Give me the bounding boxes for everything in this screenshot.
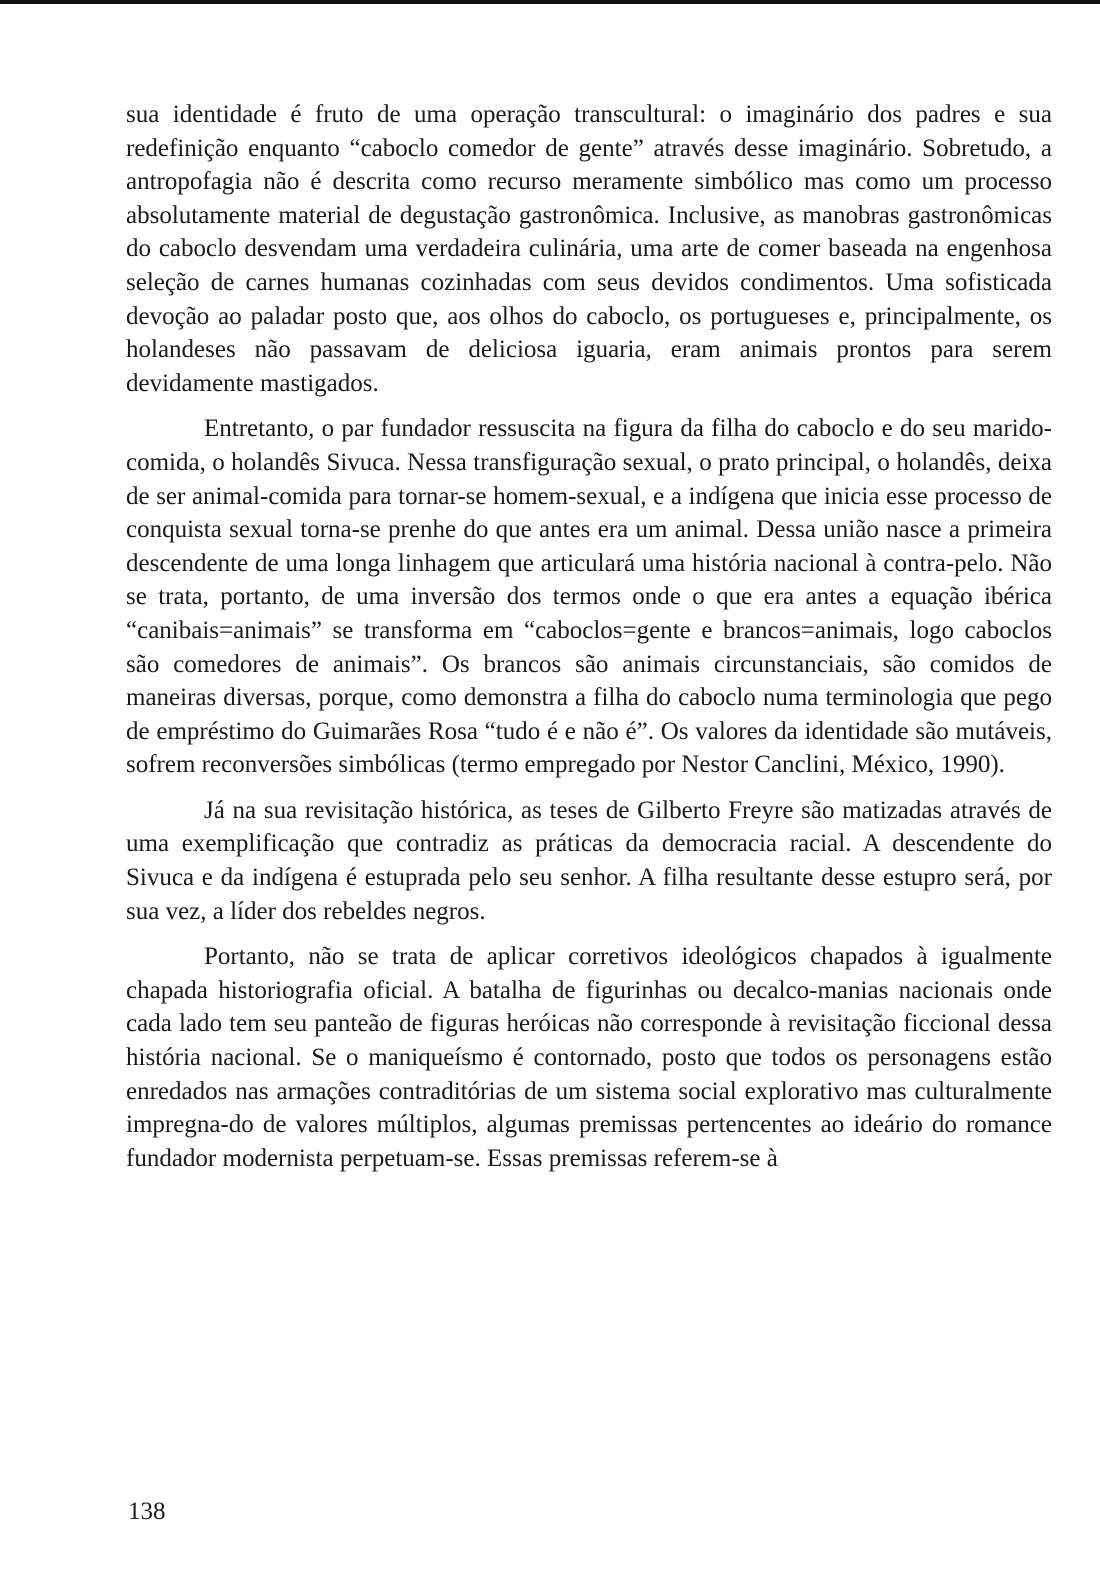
body-text [126, 98, 1052, 1187]
paragraph-3: Já na sua revisitação histórica, as teses de Gilberto Freyre são matizadas através de uma exemplificação que contradiz as práticas da democracia racial. A descendente do Sivuca e da indígena é estuprada pelo seu senhor. A filha resultante desse estupro será, por sua vez, a líder dos rebeldes negros. [126, 796, 1052, 925]
paragraph-2: Entretanto, o par fundador ressuscita na figura da filha do caboclo e do seu marido-comida, o holandês Sivuca. Nessa transfiguração sexual, o prato principal, o holandês, deixa de ser animal-comida para tornar-se homem-sexual, e a indígena que inicia esse processo de conquista sexual torna-se prenhe do que antes era um animal. Dessa união nasce a primeira descendente de uma longa linhagem que articulará uma história nacional à contra-pelo. Não se trata, portanto, de uma inversão dos termos onde o que era antes a equação ibérica “canibais=animais” se transforma em “caboclos=gente e brancos=animais, logo caboclos são comedores de animais”. Os brancos são animais circunstanciais, são comidos de maneiras diversas, porque, como demonstra a filha do caboclo numa terminologia que pego de empréstimo do Guimarães Rosa “tudo é e não é”. Os valores da identidade são mutáveis, sofrem reconversões simbólicas (termo empregado por Nestor Canclini, México, 1990). [126, 415, 1052, 779]
paragraph-1: sua identidade é fruto de uma operação transcultural: o imaginário dos padres e sua redefinição enquanto “caboclo comedor de gente” através desse imaginário. Sobretudo, a antropofagia não é descrita como recurso meramente simbólico mas como um processo absolutamente material de degustação gastronômica. Inclusive, as manobras gastronômicas do caboclo desvendam uma verdadeira culinária, uma arte de comer baseada na engenhosa seleção de carnes humanas cozinhadas com seus devidos condimentos. Uma sofisticada devoção ao paladar posto que, aos olhos do caboclo, os portugueses e, principalmente, os holandeses não passavam de deliciosa iguaria, eram animais prontos para serem devidamente mastigados. [126, 101, 1052, 397]
page-number: 138 [128, 1498, 166, 1525]
paragraph-4: Portanto, não se trata de aplicar corretivos ideológicos chapados à igualmente chapada historiografia oficial. A batalha de figurinhas ou decalco-manias nacionais onde cada lado tem seu panteão de figuras heróicas não corresponde à revisitação ficcional dessa história nacional. Se o maniqueísmo é contornado, posto que todos os personagens estão enredados nas armações contraditórias de um sistema social explorativo mas culturalmente impregna-do de valores múltiplos, algumas premissas pertencentes ao ideário do romance fundador modernista perpetuam-se. Essas premissas referem-se à [126, 943, 1052, 1172]
top-border-rule [0, 0, 1100, 4]
